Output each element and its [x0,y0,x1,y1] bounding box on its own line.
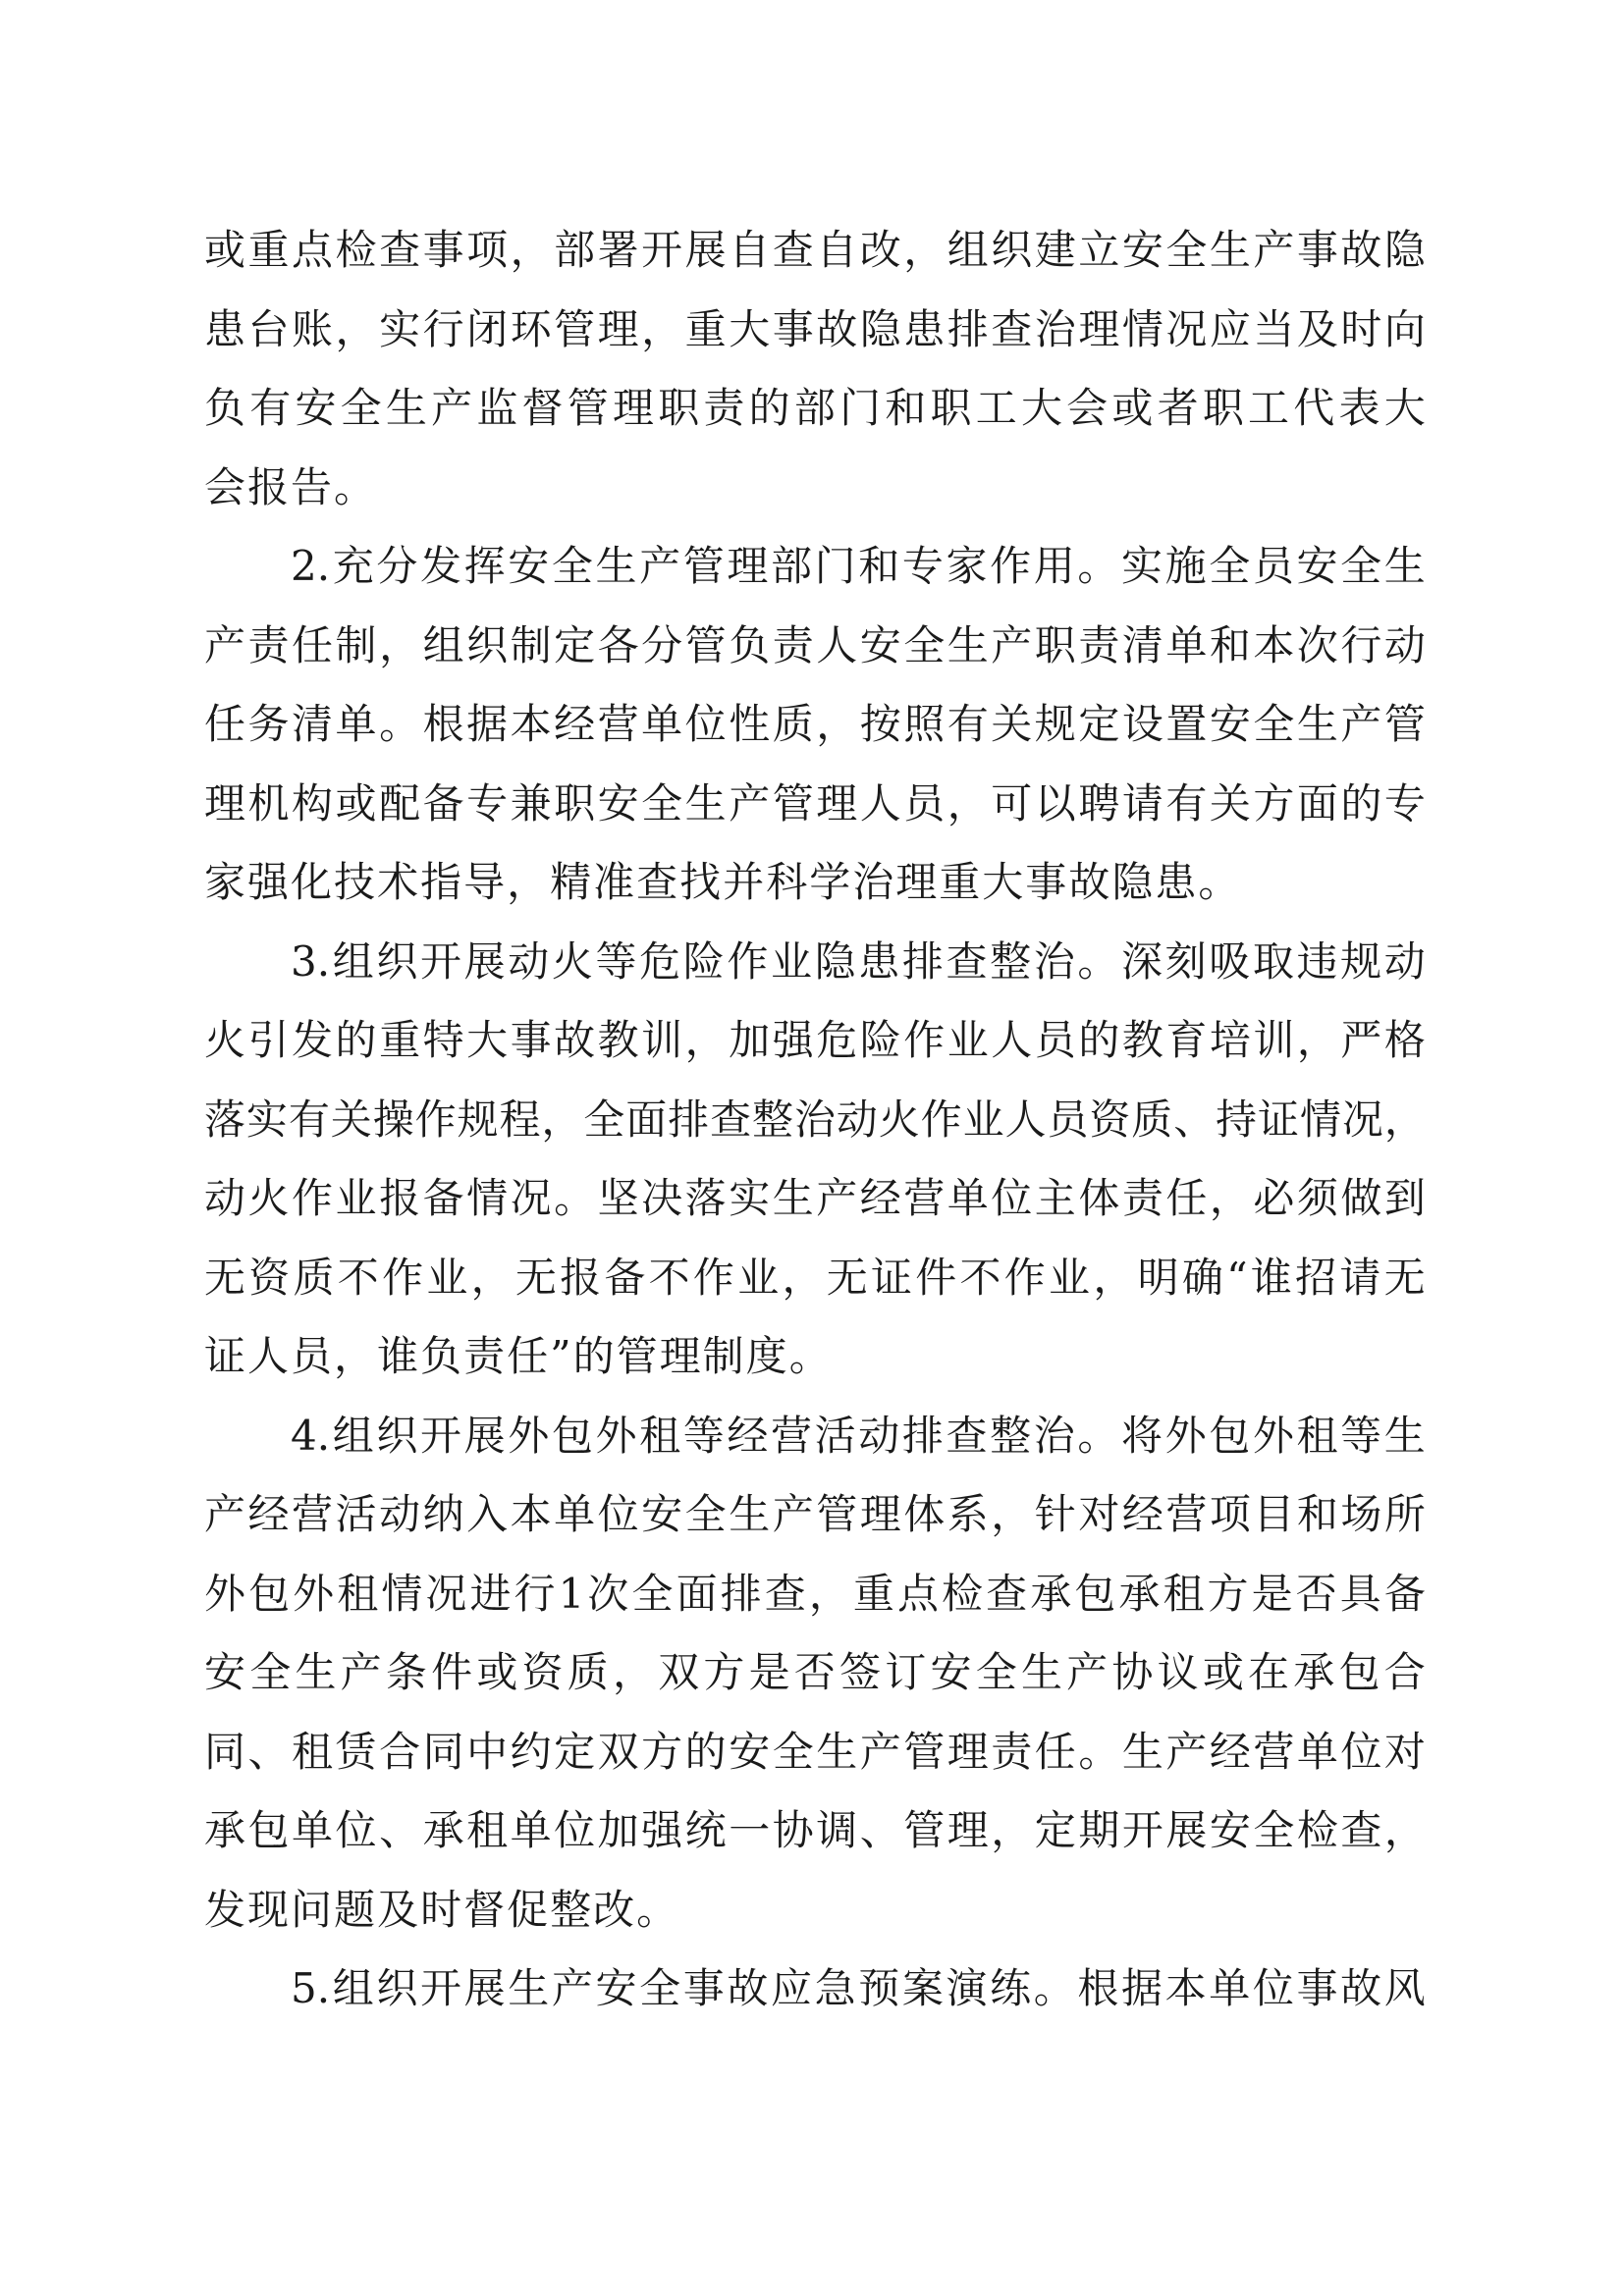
text-line: 或 重 点 检 查 事 项 ， 部 署 开 展 自 查 自 改 ， 组 织 建 立 安 全 生 产 事 故 隐 [204,226,1426,274]
text-line: 患 台 账 ， 实 行 闭 环 管 理 ， 重 大 事 故 隐 患 排 查 治 理 情 况 应 当 及 时 向 [204,304,1426,353]
text-line: 任 务 清 单 。 根 据 本 经 营 单 位 性 质 ， 按 照 有 关 规 定 设 置 安 全 生 产 管 [204,700,1426,748]
text-line: 安 全 生 产 条 件 或 资 质 ， 双 方 是 否 签 订 安 全 生 产 协 议 或 在 承 包 合 [204,1648,1426,1696]
text-line: 家 强 化 技 术 指 导 ， 精 准 查 找 并 科 学 治 理 重 大 事 故 隐 患 。 [204,858,1240,906]
text-line: 外 包 外 租 情 况 进 行 1 次 全 面 排 查 ， 重 点 检 查 承 包 承 租 方 是 否 具 备 [204,1569,1426,1618]
text-line: 同 、 租 赁 合 同 中 约 定 双 方 的 安 全 生 产 管 理 责 任 。 生 产 经 营 单 位 对 [204,1727,1426,1776]
text-line: 会 报 告 。 [204,462,376,511]
text-line: 落 实 有 关 操 作 规 程 ， 全 面 排 查 整 治 动 火 作 业 人 员 资 质 、 持 证 情 况 ， [204,1095,1426,1144]
text-line: 承 包 单 位 、 承 租 单 位 加 强 统 一 协 调 、 管 理 ， 定 期 开 展 安 全 检 查 ， [204,1806,1426,1854]
text-line: 无 资 质 不 作 业 ， 无 报 备 不 作 业 ， 无 证 件 不 作 业 ， 明 确 “ 谁 招 请 无 [204,1253,1426,1302]
text-line: 负 有 安 全 生 产 监 督 管 理 职 责 的 部 门 和 职 工 大 会 或 者 职 工 代 表 大 [204,384,1426,432]
text-line: 动 火 作 业 报 备 情 况 。 坚 决 落 实 生 产 经 营 单 位 主 体 责 任 ， 必 须 做 到 [204,1174,1426,1222]
text-line: 3. 组 织 开 展 动 火 等 危 险 作 业 隐 患 排 查 整 治 。 深 刻 吸 取 违 规 动 [291,936,1426,986]
text-line: 理 机 构 或 配 备 专 兼 职 安 全 生 产 管 理 人 员 ， 可 以 聘 请 有 关 方 面 的 专 [204,778,1426,828]
text-line: 5. 组 织 开 展 生 产 安 全 事 故 应 急 预 案 演 练 。 根 据 本 单 位 事 故 风 [291,1964,1426,2012]
text-line: 4. 组 织 开 展 外 包 外 租 等 经 营 活 动 排 查 整 治 。 将 外 包 外 租 等 生 [291,1411,1426,1460]
text-line: 火 引 发 的 重 特 大 事 故 教 训 ， 加 强 危 险 作 业 人 员 的 教 育 培 训 ， 严 格 [204,1016,1426,1064]
text-line: 产 经 营 活 动 纳 入 本 单 位 安 全 生 产 管 理 体 系 ， 针 对 经 营 项 目 和 场 所 [204,1490,1426,1538]
text-line: 产 责 任 制 ， 组 织 制 定 各 分 管 负 责 人 安 全 生 产 职 责 清 单 和 本 次 行 动 [204,620,1426,669]
text-line: 发 现 问 题 及 时 督 促 整 改 。 [204,1885,678,1934]
text-line: 证 人 员 ， 谁 负 责 任 ” 的 管 理 制 度 。 [204,1332,831,1380]
text-line: 2. 充 分 发 挥 安 全 生 产 管 理 部 门 和 专 家 作 用 。 实 施 全 员 安 全 生 [291,542,1426,590]
